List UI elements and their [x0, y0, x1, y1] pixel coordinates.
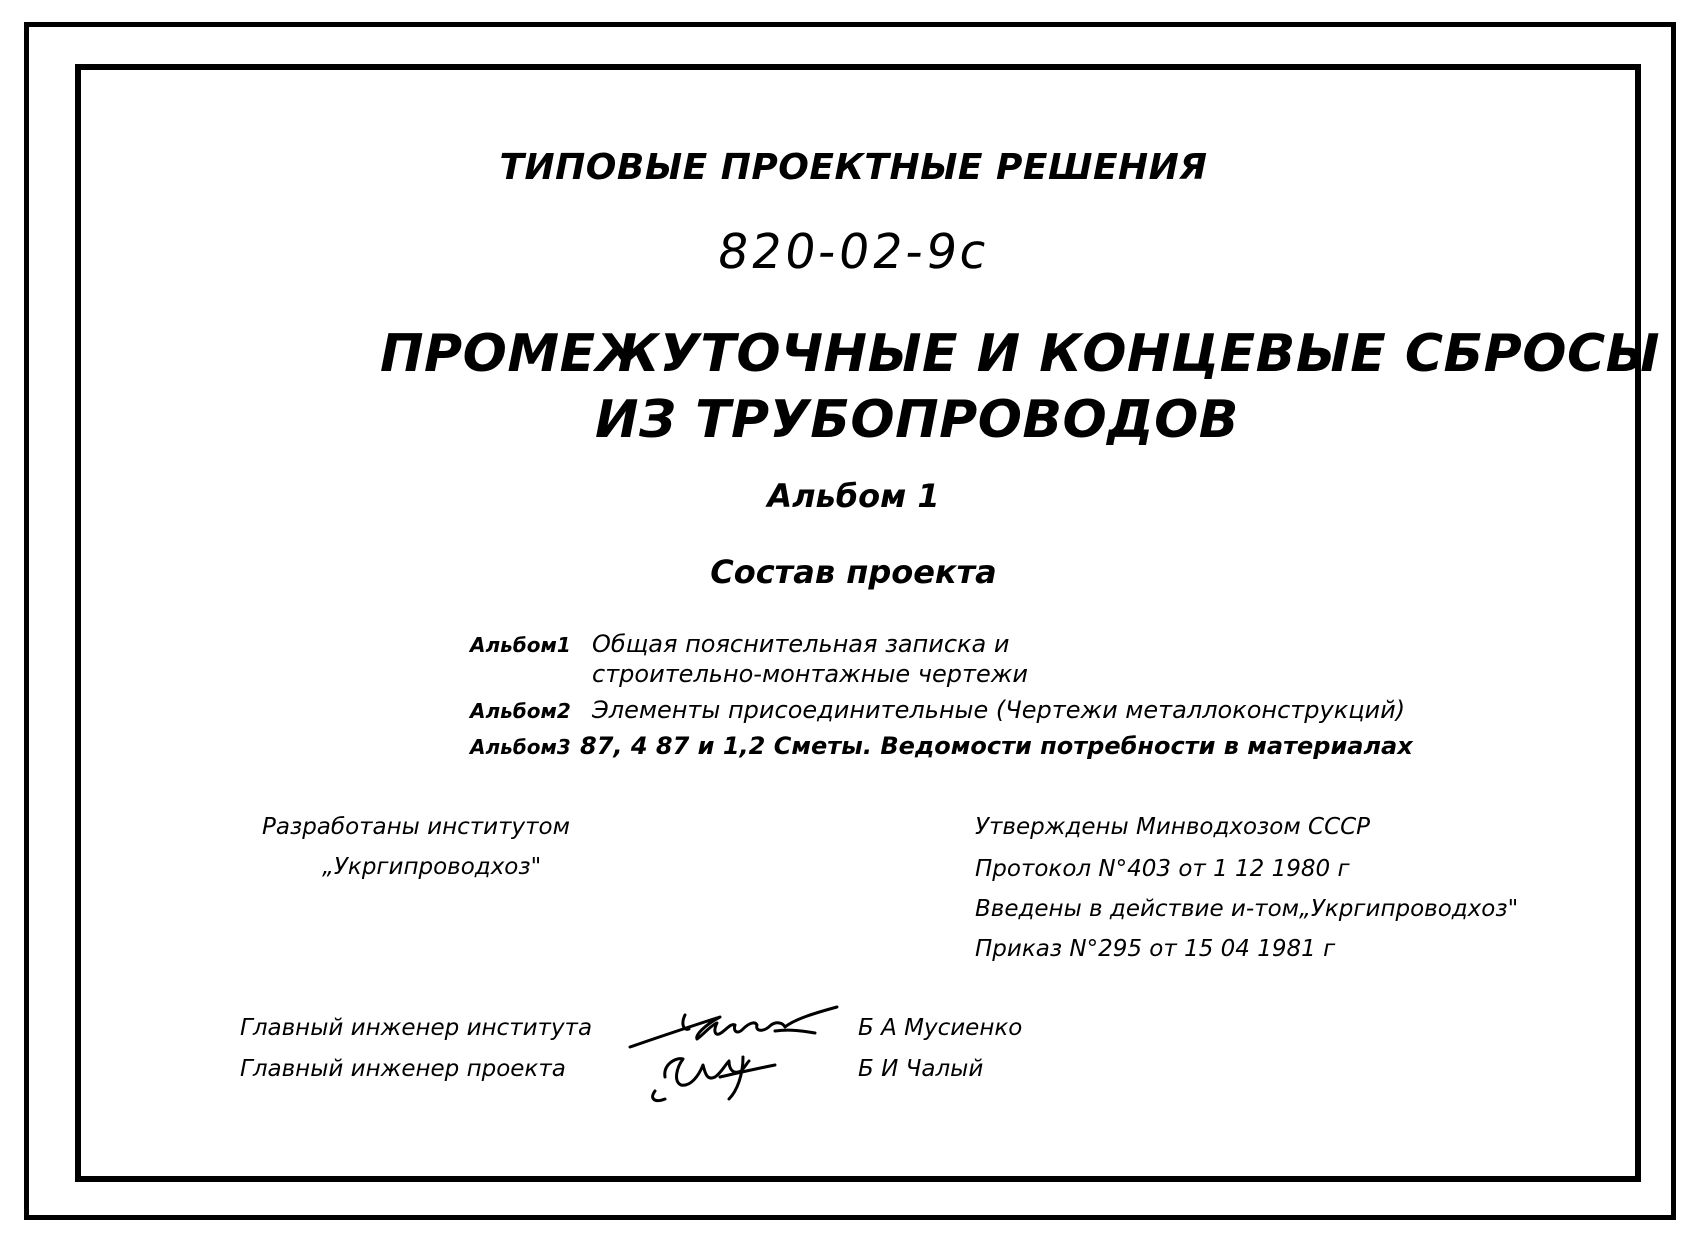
signature-name: Б И Чалый — [858, 1056, 984, 1082]
series-title: ТИПОВЫЕ ПРОЕКТНЫЕ РЕШЕНИЯ — [499, 147, 1208, 188]
composition-item-label: Альбом3 — [470, 735, 571, 759]
main-title-line1: ПРОМЕЖУТОЧНЫЕ И КОНЦЕВЫЕ СБРОСЫ — [380, 324, 1660, 384]
composition-item — [470, 632, 1009, 656]
main-title-line2: ИЗ ТРУБОПРОВОДОВ — [595, 390, 1239, 450]
composition-item-text: Общая пояснительная записка и — [592, 630, 1010, 658]
approval-line2: Протокол N°403 от 1 12 1980 г — [975, 856, 1350, 882]
signature-role: Главный инженер института — [240, 1015, 593, 1041]
composition-item — [470, 734, 1413, 758]
album-label: Альбом 1 — [767, 477, 940, 515]
approval-line1: Утверждены Минводхозом СССР — [975, 814, 1371, 840]
signature-name: Б А Мусиенко — [858, 1015, 1023, 1041]
composition-item — [470, 662, 1028, 686]
approval-line4: Приказ N°295 от 15 04 1981 г — [975, 936, 1336, 962]
composition-item — [470, 698, 1405, 722]
composition-heading: Состав проекта — [710, 553, 997, 591]
developer-line1: Разработаны институтом — [262, 814, 570, 840]
composition-item-text: строительно-монтажные чертежи — [592, 660, 1028, 688]
signature-role: Главный инженер проекта — [240, 1056, 566, 1082]
handwritten-signatures — [625, 995, 865, 1105]
composition-item-label: Альбом1 — [470, 633, 571, 657]
composition-item-label: Альбом2 — [470, 699, 571, 723]
composition-item-text: 87, 4 87 и 1,2 Сметы. Ведомости потребности в материалах — [580, 732, 1413, 760]
composition-item-text: Элементы присоединительные (Чертежи металлоконструкций) — [592, 696, 1406, 724]
developer-line2: „Укргипроводхоз" — [322, 854, 542, 880]
approval-line3: Введены в действие и-том„Укргипроводхоз" — [975, 896, 1519, 922]
project-code: 820-02-9с — [713, 224, 994, 280]
